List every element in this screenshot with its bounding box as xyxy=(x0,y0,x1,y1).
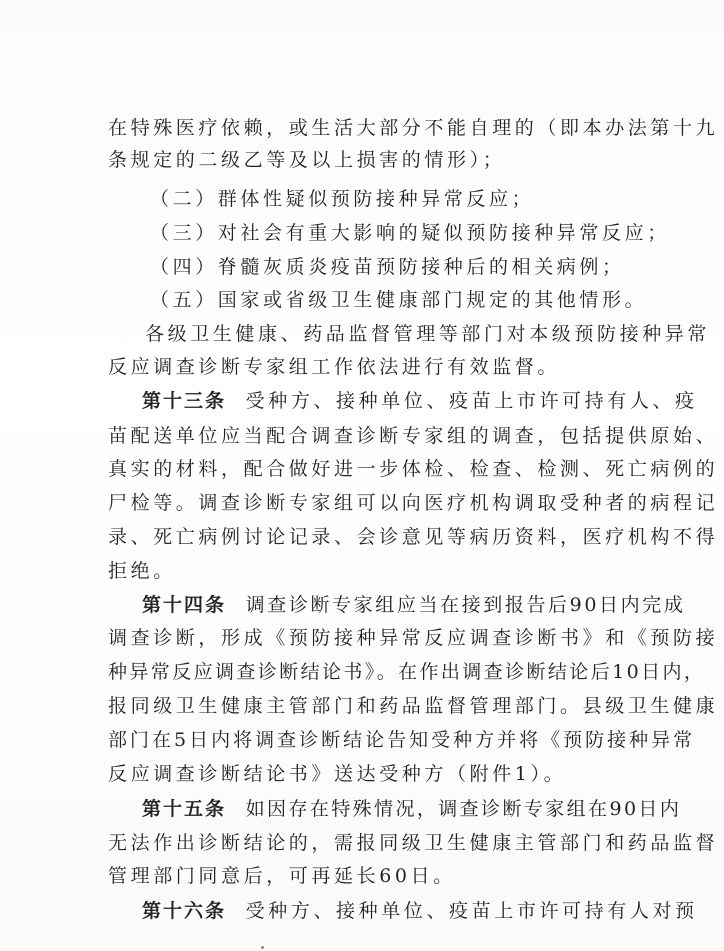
text-line: 报同级卫生健康主管部门和药品监督管理部门。县级卫生健康 xyxy=(108,695,719,717)
text-line: 各级卫生健康、药品监督管理等部门对本级预防接种异常 xyxy=(145,323,711,345)
text-line: 无法作出诊断结论的，需报同级卫生健康主管部门和药品监督 xyxy=(108,832,719,854)
article-13-line: 第十三条 受种方、接种单位、疫苗上市许可持有人、疫 xyxy=(142,390,698,412)
text-line: 反应调查诊断专家组工作依法进行有效监督。 xyxy=(108,356,561,378)
text-line: （五）国家或省级卫生健康部门规定的其他情形。 xyxy=(150,289,648,311)
text-line: 种异常反应调查诊断结论书》。在作出调查诊断结论后10日内， xyxy=(108,661,706,683)
text-line: 条规定的二级乙等及以上损害的情形）； xyxy=(108,149,506,171)
article-label: 第十三条 xyxy=(142,390,227,412)
text-line: 真实的材料，配合做好进一步体检、检查、检测、死亡病例的 xyxy=(108,458,719,480)
article-14-line: 第十四条 调查诊断专家组应当在接到报告后90日内完成 xyxy=(142,594,686,616)
text-line: 拒绝。 xyxy=(108,560,176,582)
article-16-line: 第十六条 受种方、接种单位、疫苗上市许可持有人对预 xyxy=(142,900,698,922)
text-line: 反应调查诊断结论书》送达受种方（附件1）。 xyxy=(108,763,567,785)
article-label: 第十四条 xyxy=(142,594,227,616)
text-line: （二）群体性疑似预防接种异常反应； xyxy=(150,188,535,210)
text-line: 部门在5日内将调查诊断结论告知受种方并将《预防接种异常 xyxy=(108,729,696,751)
text-line: 管理部门同意后，可再延长60日。 xyxy=(108,865,456,887)
article-label: 第十六条 xyxy=(142,900,227,922)
article-15-line: 第十五条 如因存在特殊情况，调查诊断专家组在90日内 xyxy=(142,798,682,820)
scan-speck xyxy=(261,946,264,949)
text-line: 录、死亡病例讨论记录、会诊意见等病历资料，医疗机构不得 xyxy=(108,526,719,548)
text-line: 在特殊医疗依赖，或生活大部分不能自理的（即本办法第十九 xyxy=(108,117,719,139)
text-line: （三）对社会有重大影响的疑似预防接种异常反应； xyxy=(150,222,670,244)
text-line: 苗配送单位应当配合调查诊断专家组的调查，包括提供原始、 xyxy=(108,425,719,447)
text-line: 调查诊断，形成《预防接种异常反应调查诊断书》和《预防接 xyxy=(108,627,719,649)
text-line: 尸检等。调查诊断专家组可以向医疗机构调取受种者的病程记 xyxy=(108,492,719,514)
text-line: （四）脊髓灰质炎疫苗预防接种后的相关病例； xyxy=(150,256,625,278)
article-label: 第十五条 xyxy=(142,798,227,820)
